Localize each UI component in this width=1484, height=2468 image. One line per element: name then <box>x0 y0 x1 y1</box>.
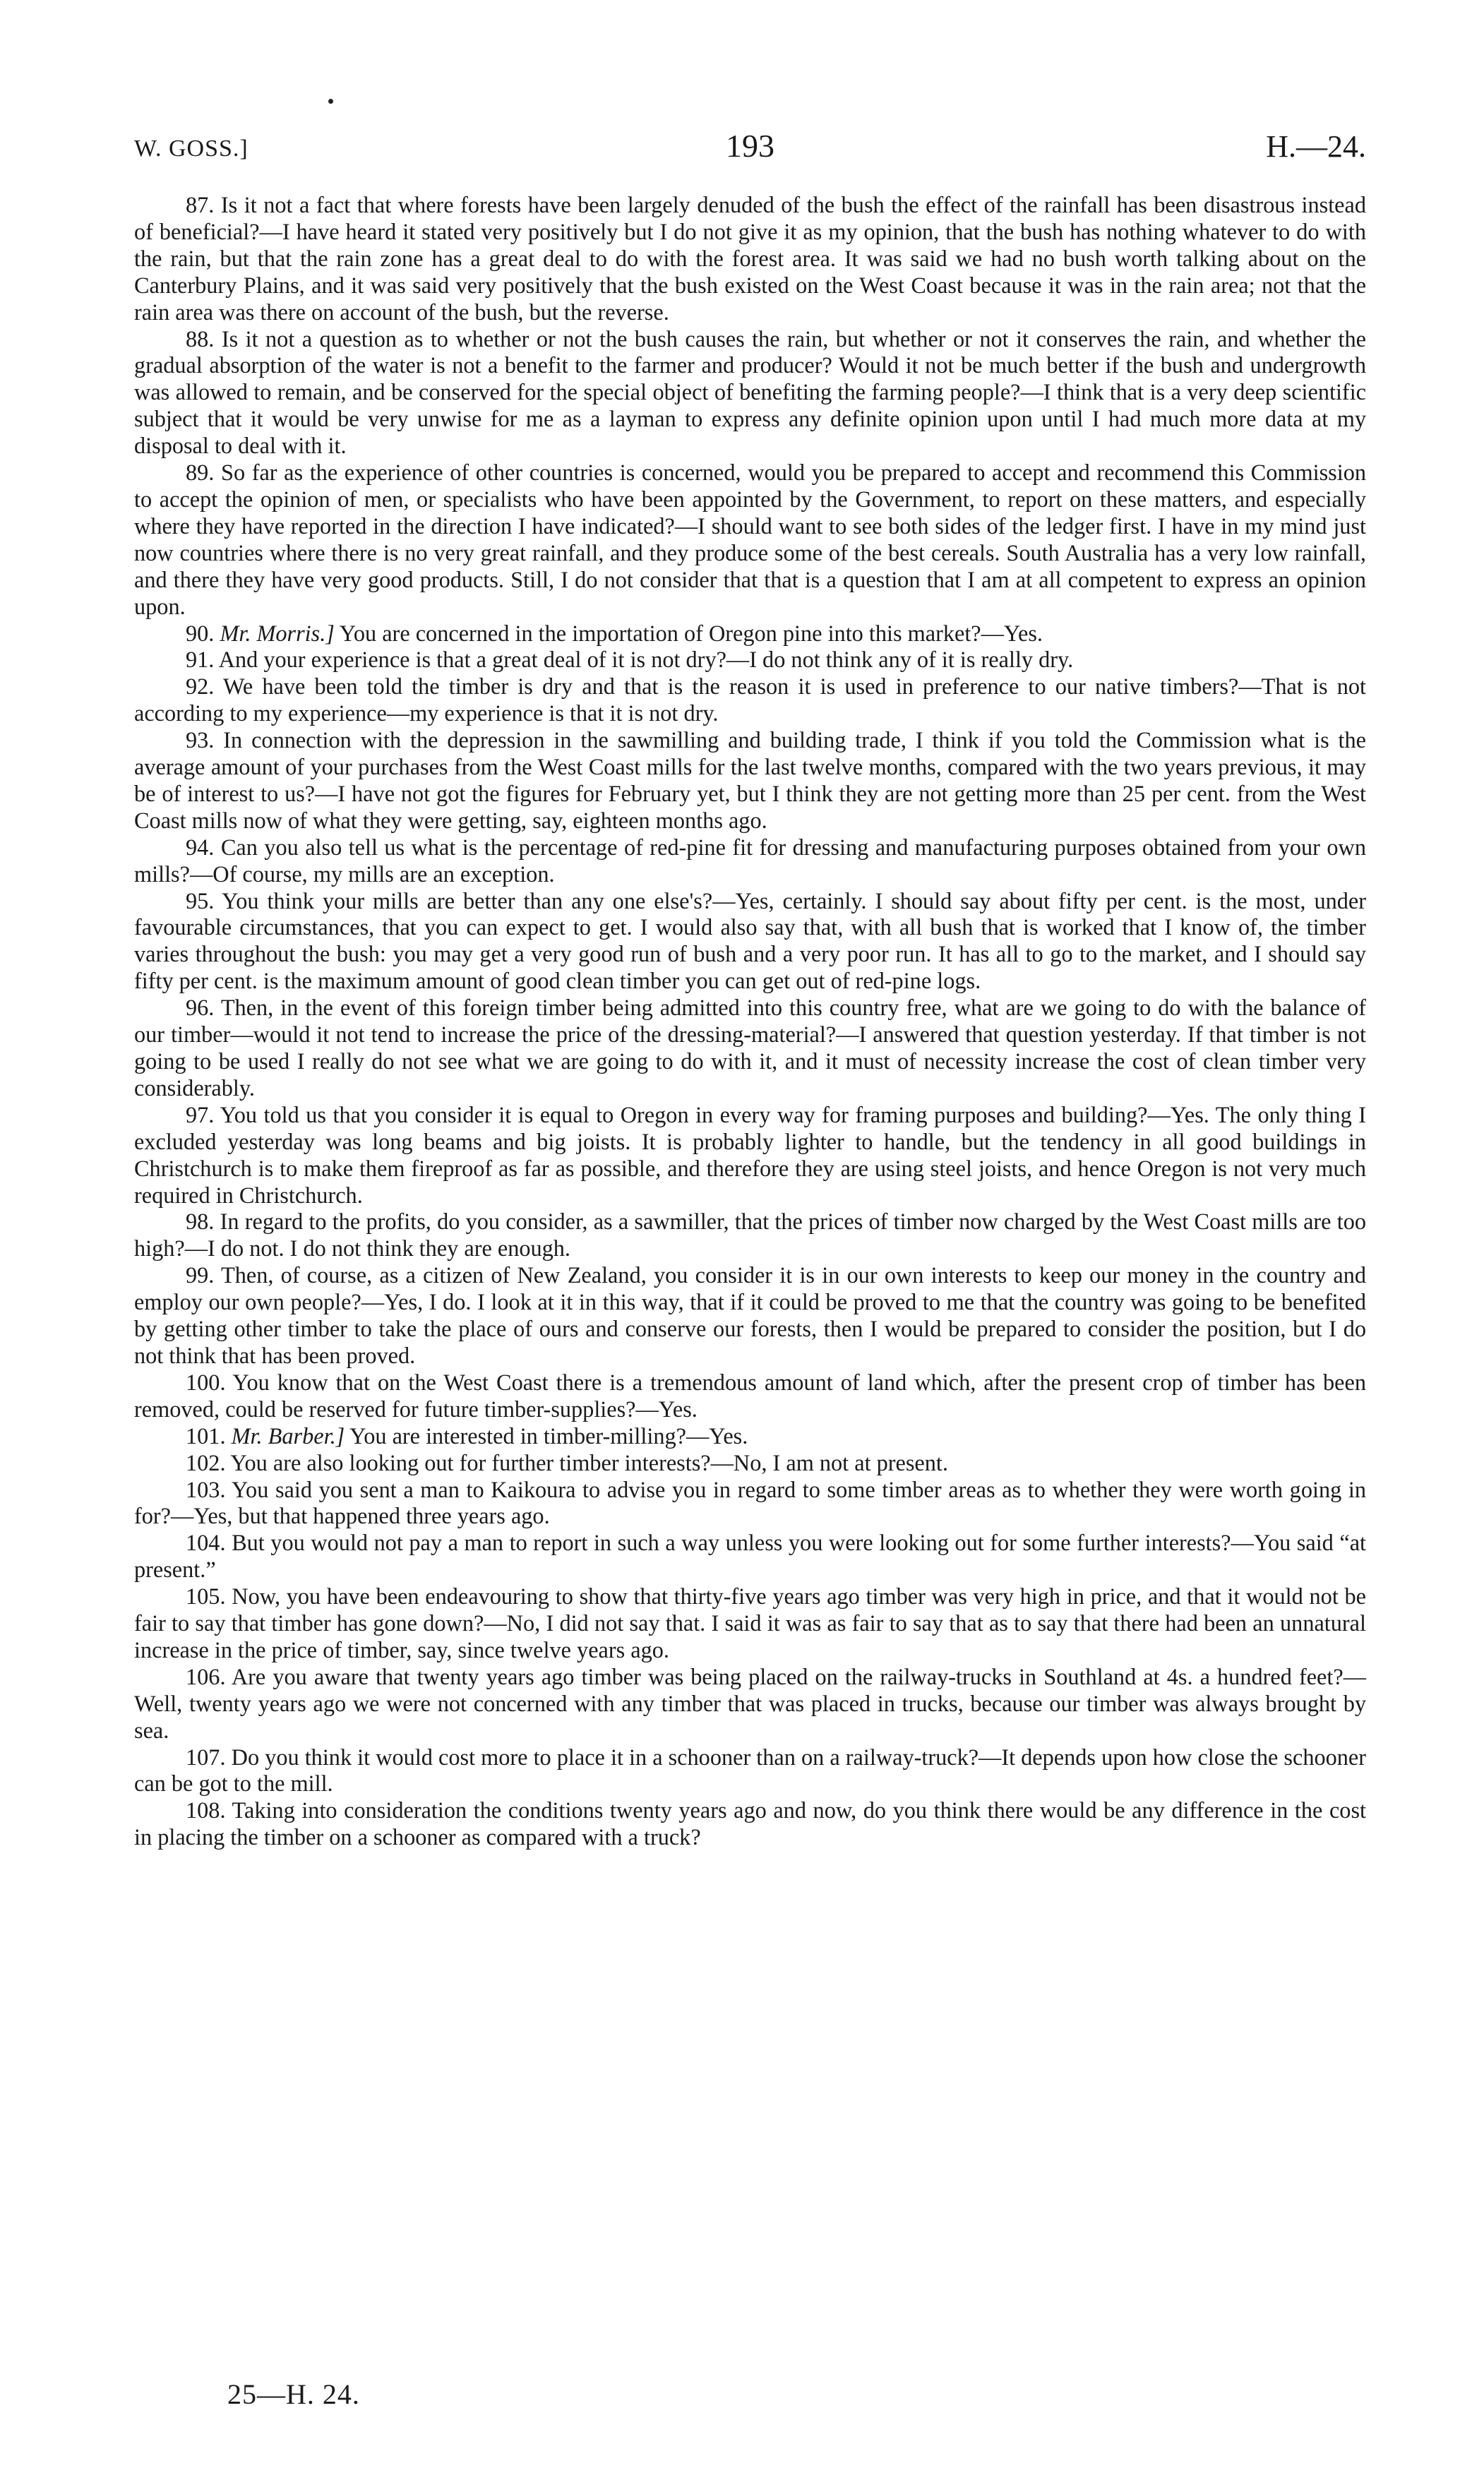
question-number: 99. <box>186 1262 215 1288</box>
printer-mark <box>328 99 333 104</box>
footer-signature: 25—H. 24. <box>227 2378 360 2410</box>
question-text: We have been told the timber is dry and that is the reason it is used in preference to our native timbers?—That is not according to my experience—my experience is that it is not dry. <box>134 673 1366 726</box>
question-text: You are interested in timber-milling?—Yes. <box>349 1422 748 1449</box>
question-text: You said you sent a man to Kaikoura to advise you in regard to some timber areas as to whether they were worth going in for?—Yes, but that happened three years ago. <box>134 1476 1366 1529</box>
question-paragraph <box>134 192 1366 326</box>
question-text: You think your mills are better than any one else's?—Yes, certainly. I should say about fifty per cent. is the most, under favourable circumstances, that you can expect to get. I would also say that, with all bush that is worked that I know of, the timber varies throughout the bush: you may get a very good run of bush and a very poor run. It has all to go to the market, and I should say fifty per cent. is the maximum amount of good clean timber you can get out of red-pine logs. <box>134 887 1366 994</box>
question-number: 89. <box>186 460 215 486</box>
question-paragraph <box>134 647 1366 673</box>
question-number: 88. <box>186 325 215 352</box>
question-number: 93. <box>186 727 215 753</box>
question-text: Now, you have been endeavouring to show that thirty-five years ago timber was very high in price, and that it would not be fair to say that timber has gone down?—No, I did not say that. I said it was as fair to say that as to say that there had been an unnatural increase in the price of timber, say, since twelve years ago. <box>134 1583 1366 1663</box>
question-number: 100. <box>186 1369 226 1395</box>
question-number: 108. <box>186 1797 226 1823</box>
question-text: Can you also tell us what is the percentage of red-pine fit for dressing and manufacturing purposes obtained from your own mills?—Of course, my mills are an exception. <box>134 834 1366 887</box>
question-number: 95. <box>186 887 215 913</box>
question-paragraph <box>134 995 1366 1102</box>
question-paragraph <box>134 1797 1366 1851</box>
question-paragraph <box>134 460 1366 620</box>
question-text: In connection with the depression in the sawmilling and building trade, I think if you told the Commission what is the average amount of your purchases from the West Coast mills for the last twelve months, compared with the two years previous, it may be of interest to us?—I have not got the figures for February yet, but I think they are not getting more than 25 per cent. from the West Coast mills now of what they were getting, say, eighteen months ago. <box>134 727 1366 833</box>
question-number: 106. <box>186 1663 226 1689</box>
page-number: 193 <box>726 128 774 164</box>
question-text: Are you aware that twenty years ago timber was being placed on the railway-trucks in Southland at 4s. a hundred feet?—Well, twenty years ago we were not concerned with any timber that was placed in trucks, because our timber was always brought by sea. <box>134 1663 1366 1743</box>
question-paragraph <box>134 1450 1366 1477</box>
speaker-name: Mr. Barber.] <box>231 1422 345 1449</box>
question-number: 103. <box>186 1476 226 1502</box>
question-text: You know that on the West Coast there is a tremendous amount of land which, after the present crop of timber has been removed, could be reserved for future timber-supplies?—Yes. <box>134 1369 1366 1422</box>
question-text: Is it not a fact that where forests have been largely denuded of the bush the effect of the rainfall has been disastrous instead of beneficial?—I have heard it stated very positively but I do not give it as my opinion, that the bush has nothing whatever to do with the rain, but that the rain zone has a great deal to do with the forest area. It was said we had no bush worth talking about on the Canterbury Plains, and it was said very positively that the bush existed on the West Coast because it was in the rain area; not that the rain area was there on account of the bush, but the reverse. <box>134 192 1367 325</box>
question-text: You are also looking out for further timber interests?—No, I am not at present. <box>230 1449 948 1475</box>
question-text: Is it not a question as to whether or not the bush causes the rain, but whether or not it conserves the rain, and whether the gradual absorption of the water is not a benefit to the farmer and producer? Would it not be much better if the bush and undergrowth was allowed to remain, and be conserved for the special object of benefiting the farming people?—I think that is a very deep scientific subject that it would be very unwise for me as a layman to express any definite opinion upon until I had much more data at my disposal to deal with it. <box>134 325 1366 459</box>
document-body <box>134 192 1366 1851</box>
question-number: 90. <box>186 620 215 646</box>
question-paragraph <box>134 621 1366 647</box>
question-paragraph <box>134 1370 1366 1423</box>
question-paragraph <box>134 1102 1366 1209</box>
question-paragraph <box>134 727 1366 834</box>
question-number: 96. <box>186 995 215 1021</box>
question-text: Taking into consideration the conditions twenty years ago and now, do you think there would be any difference in the cost in placing the timber on a schooner as compared with a truck? <box>134 1797 1366 1850</box>
question-text: Do you think it would cost more to place it in a schooner than on a railway-truck?—It depends upon how close the schooner can be got to the mill. <box>134 1744 1367 1797</box>
question-number: 97. <box>186 1101 215 1127</box>
question-number: 104. <box>186 1530 226 1556</box>
question-text: Then, in the event of this foreign timber being admitted into this country free, what are we going to do with the balance of our timber—would it not tend to increase the price of the dressing-material?—I answered that question yesterday. If that timber is not going to be used I really do not see what we are going to do with it, and it must of necessity increase the cost of clean timber very considerably. <box>134 995 1366 1101</box>
question-number: 91. <box>186 647 215 673</box>
question-paragraph <box>134 1262 1366 1370</box>
question-paragraph <box>134 326 1366 460</box>
question-text: In regard to the profits, do you consider, as a sawmiller, that the prices of timber now charged by the West Coast mills are too high?—I do not. I do not think they are enough. <box>134 1209 1367 1262</box>
question-number: 105. <box>186 1583 226 1610</box>
question-text: You told us that you consider it is equal to Oregon in every way for framing purposes and building?—Yes. The only thing I excluded yesterday was long beams and big joists. It is probably lighter to handle, but the tendency in all good buildings in Christchurch is to make them fireproof as far as possible, and therefore they are using steel joists, and hence Oregon is not very much required in Christchurch. <box>134 1101 1366 1208</box>
question-number: 107. <box>186 1744 226 1770</box>
question-paragraph <box>134 1664 1366 1744</box>
question-number: 98. <box>186 1209 215 1235</box>
question-number: 102. <box>186 1449 226 1475</box>
question-text: Then, of course, as a citizen of New Zealand, you consider it is in our own interests to keep our money in the country and employ our own people?—Yes, I do. I look at it in this way, that if it could be proved to me that the country was going to be benefited by getting other timber to take the place of ours and conserve our forests, then I would be prepared to consider the position, but I do not think that has been proved. <box>134 1262 1366 1368</box>
question-text: So far as the experience of other countries is concerned, would you be prepared to accept and recommend this Commission to accept the opinion of men, or specialists who have been appointed by the Government, to report on these matters, and especially where they have reported in the direction I have indicated?—I should want to see both sides of the ledger first. I have in my mind just now countries where there is no very great rainfall, and they produce some of the best cereals. South Australia has a very low rainfall, and there they have very good products. Still, I do not consider that that is a question that I am at all competent to express an opinion upon. <box>134 460 1366 619</box>
question-number: 101. <box>186 1422 226 1449</box>
question-paragraph <box>134 1477 1366 1530</box>
paper-reference: H.—24. <box>1266 129 1366 164</box>
question-text: You are concerned in the importation of Oregon pine into this market?—Yes. <box>339 620 1043 646</box>
question-paragraph <box>134 673 1366 727</box>
page-header <box>134 127 1366 169</box>
question-paragraph <box>134 1583 1366 1664</box>
question-paragraph <box>134 1530 1366 1583</box>
speaker-name: Mr. Morris.] <box>220 620 335 646</box>
question-text: And your experience is that a great deal of it is not dry?—I do not think any of it is really dry. <box>218 647 1074 673</box>
witness-name: W. GOSS.] <box>134 136 249 162</box>
question-number: 94. <box>186 834 215 860</box>
question-paragraph <box>134 888 1366 995</box>
question-text: But you would not pay a man to report in such a way unless you were looking out for some further interests?—You said “at present.” <box>134 1530 1367 1583</box>
question-number: 92. <box>186 673 215 700</box>
question-paragraph <box>134 1209 1366 1262</box>
question-paragraph <box>134 834 1366 888</box>
question-number: 87. <box>186 192 215 217</box>
question-paragraph <box>134 1423 1366 1450</box>
question-paragraph <box>134 1744 1366 1798</box>
